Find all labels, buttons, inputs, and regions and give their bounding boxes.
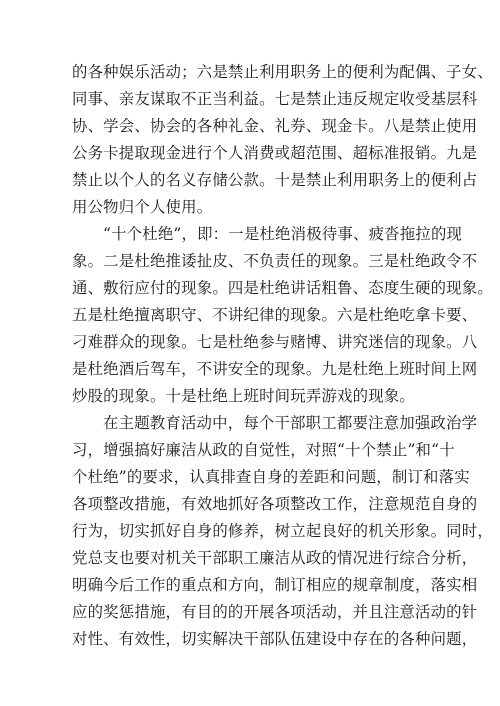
body-text-line: 禁止以个人的名义存储公款。十是禁止利用职务上的便利占 (72, 171, 478, 189)
body-text-line: 明确今后工作的重点和方向，制订相应的规章制度，落实相 (72, 576, 478, 594)
body-text-line: 应的奖惩措施，有目的的开展各项活动，并且注意活动的针 (72, 603, 478, 621)
body-text-line: 炒股的现象。十是杜绝上班时间玩弄游戏的现象。 (72, 387, 415, 405)
body-text-line: 行为，切实抓好自身的修养，树立起良好的机关形象。同时， (72, 522, 493, 540)
body-text-line: 五是杜绝擅离职守、不讲纪律的现象。六是杜绝吃拿卡要、 (72, 306, 478, 324)
body-text-line: 对性、有效性，切实解决干部队伍建设中存在的各种问题， (72, 630, 478, 648)
body-text-line: 习，增强搞好廉洁从政的自觉性，对照“十个禁止”和“十 (72, 441, 455, 459)
body-text-line: 党总支也要对机关干部职工廉洁从政的情况进行综合分析， (72, 549, 478, 567)
body-text-line: 象。二是杜绝推诿扯皮、不负责任的现象。三是杜绝政令不 (72, 252, 478, 270)
body-text-line: 在主题教育活动中，每个干部职工都要注意加强政治学 (103, 414, 478, 432)
body-text-line: 同事、亲友谋取不正当利益。七是禁止违反规定收受基层科 (72, 90, 478, 108)
body-text-line: 是杜绝酒后驾车，不讲安全的现象。九是杜绝上班时间上网 (72, 360, 478, 378)
body-text-line: “十个杜绝”，即：一是杜绝消极待事、疲沓拖拉的现 (103, 225, 463, 243)
body-text-line: 刁难群众的现象。七是杜绝参与赌博、讲究迷信的现象。八 (72, 333, 478, 351)
body-text-line: 用公物归个人使用。 (72, 198, 213, 216)
body-text-line: 协、学会、协会的各种礼金、礼券、现金卡。八是禁止使用 (72, 117, 478, 135)
body-text-line: 公务卡提取现金进行个人消费或超范围、超标准报销。九是 (72, 144, 478, 162)
body-text-line: 个杜绝”的要求，认真排查自身的差距和问题，制订和落实 (72, 468, 470, 486)
body-text-line: 的各种娱乐活动；六是禁止利用职务上的便利为配偶、子女、 (72, 63, 493, 81)
body-text-line: 各项整改措施，有效地抓好各项整改工作，注意规范自身的 (72, 495, 478, 513)
body-text-line: 通、敷衍应付的现象。四是杜绝讲话粗鲁、态度生硬的现象。 (72, 279, 493, 297)
